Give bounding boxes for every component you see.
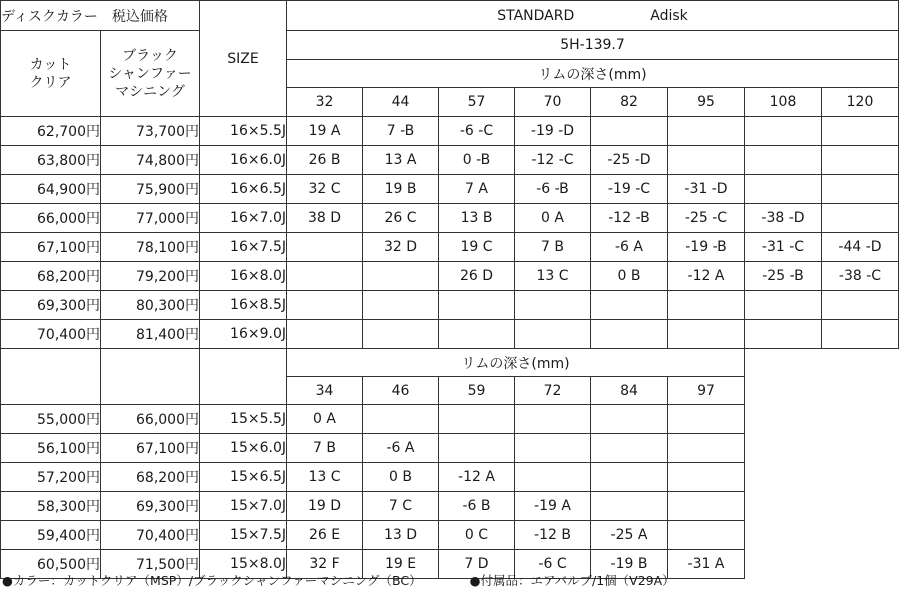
- cut-clear-price: 63,800円: [1, 146, 101, 175]
- black-shine-price: 68,200円: [101, 463, 200, 492]
- offset-disk-cell: 7 C: [363, 492, 439, 521]
- offset-disk-cell: 32 C: [287, 175, 363, 204]
- offset-disk-cell: [515, 291, 591, 320]
- wheel-size: 16×9.0J: [200, 320, 287, 349]
- offset-disk-cell: -31 A: [668, 550, 745, 579]
- wheel-size: 15×5.5J: [200, 405, 287, 434]
- wheel-size: 15×7.5J: [200, 521, 287, 550]
- offset-disk-cell: 13 C: [287, 463, 363, 492]
- offset-disk-cell: 26 B: [287, 146, 363, 175]
- offset-disk-cell: 19 A: [287, 117, 363, 146]
- offset-disk-cell: 0 B: [363, 463, 439, 492]
- cut-clear-price: 58,300円: [1, 492, 101, 521]
- rim-depth-header-15: リムの深さ(mm): [287, 349, 745, 377]
- table-row: [1, 262, 899, 291]
- offset-disk-cell: [822, 291, 899, 320]
- offset-disk-cell: -25 -D: [591, 146, 668, 175]
- rim-depth-value: 46: [363, 377, 439, 405]
- offset-disk-cell: 32 F: [287, 550, 363, 579]
- black-shine-price: 71,500円: [101, 550, 200, 579]
- blank-cell: [101, 349, 200, 405]
- footnote-color: ●カラー：カットクリア（MSP）/ブラックシャンファーマシニング（BC）: [2, 573, 422, 588]
- offset-disk-cell: -12 A: [668, 262, 745, 291]
- offset-disk-cell: 19 C: [439, 233, 515, 262]
- rim-depth-value: 59: [439, 377, 515, 405]
- black-shine-price: 74,800円: [101, 146, 200, 175]
- offset-disk-cell: -31 -C: [745, 233, 822, 262]
- offset-disk-cell: 0 A: [287, 405, 363, 434]
- offset-disk-cell: [745, 146, 822, 175]
- rim-depth-value: 84: [591, 377, 668, 405]
- offset-disk-cell: -38 -D: [745, 204, 822, 233]
- rim-depth-value: 32: [287, 88, 363, 117]
- offset-disk-cell: 26 D: [439, 262, 515, 291]
- offset-disk-cell: [515, 320, 591, 349]
- offset-disk-cell: [668, 117, 745, 146]
- cut-clear-price: 56,100円: [1, 434, 101, 463]
- table-row: [1, 117, 899, 146]
- cut-clear-price: 60,500円: [1, 550, 101, 579]
- wheel-size: 15×7.0J: [200, 492, 287, 521]
- offset-disk-cell: -19 -C: [591, 175, 668, 204]
- offset-disk-cell: 13 D: [363, 521, 439, 550]
- wheel-size: 16×8.5J: [200, 291, 287, 320]
- offset-disk-cell: -12 B: [515, 521, 591, 550]
- wheel-size: 16×6.5J: [200, 175, 287, 204]
- offset-disk-cell: -6 C: [515, 550, 591, 579]
- table-row: [1, 204, 899, 233]
- offset-disk-cell: [745, 320, 822, 349]
- offset-disk-cell: [439, 320, 515, 349]
- offset-disk-cell: 0 B: [591, 262, 668, 291]
- table-row: [1, 146, 899, 175]
- offset-disk-cell: -6 -C: [439, 117, 515, 146]
- footnote-accessory: ●付属品：エアバルブ/1個（V29A）: [469, 573, 675, 588]
- rim-depth-value: 70: [515, 88, 591, 117]
- black-shine-price: 78,100円: [101, 233, 200, 262]
- offset-disk-cell: [439, 434, 515, 463]
- black-shine-price: 80,300円: [101, 291, 200, 320]
- table-row: [1, 291, 899, 320]
- offset-disk-cell: [363, 405, 439, 434]
- rim-depth-value: 57: [439, 88, 515, 117]
- rim-depth-value: 95: [668, 88, 745, 117]
- black-shine-price: 70,400円: [101, 521, 200, 550]
- standard-label: STANDARD: [497, 7, 575, 24]
- cut-clear-price: 64,900円: [1, 175, 101, 204]
- offset-disk-cell: 38 D: [287, 204, 363, 233]
- black-shine-header: ブラック シャンファー マシニング: [101, 31, 200, 117]
- disk-color-price-header: ディスクカラー 税込価格: [1, 1, 200, 31]
- offset-disk-cell: [591, 117, 668, 146]
- offset-disk-cell: [668, 146, 745, 175]
- adisk-label: Adisk: [650, 7, 688, 24]
- offset-disk-cell: [822, 204, 899, 233]
- cut-clear-price: 55,000円: [1, 405, 101, 434]
- black-shine-price: 69,300円: [101, 492, 200, 521]
- offset-disk-cell: 26 C: [363, 204, 439, 233]
- offset-disk-cell: -31 -D: [668, 175, 745, 204]
- offset-disk-cell: -6 B: [439, 492, 515, 521]
- offset-disk-cell: 19 E: [363, 550, 439, 579]
- offset-disk-cell: [668, 463, 745, 492]
- offset-disk-cell: [363, 291, 439, 320]
- offset-disk-cell: -19 -B: [668, 233, 745, 262]
- offset-disk-cell: [363, 262, 439, 291]
- standard-adisk-header: [287, 1, 899, 31]
- offset-disk-cell: 26 E: [287, 521, 363, 550]
- rim-depth-value: 34: [287, 377, 363, 405]
- offset-disk-cell: -12 A: [439, 463, 515, 492]
- rim-depth-value: 44: [363, 88, 439, 117]
- black-shine-price: 73,700円: [101, 117, 200, 146]
- offset-disk-cell: 7 A: [439, 175, 515, 204]
- offset-disk-cell: -25 -B: [745, 262, 822, 291]
- cut-clear-header: カット クリア: [1, 31, 101, 117]
- offset-disk-cell: 7 -B: [363, 117, 439, 146]
- rim-depth-value: 82: [591, 88, 668, 117]
- table-row: [1, 320, 899, 349]
- offset-disk-cell: 19 D: [287, 492, 363, 521]
- offset-disk-cell: [591, 291, 668, 320]
- cut-clear-price: 70,400円: [1, 320, 101, 349]
- offset-disk-cell: -25 A: [591, 521, 668, 550]
- offset-disk-cell: [745, 175, 822, 204]
- offset-disk-cell: [591, 463, 668, 492]
- offset-disk-cell: [745, 291, 822, 320]
- offset-disk-cell: [363, 320, 439, 349]
- offset-disk-cell: [591, 492, 668, 521]
- black-shine-price: 79,200円: [101, 262, 200, 291]
- offset-disk-cell: [515, 405, 591, 434]
- offset-disk-cell: [591, 320, 668, 349]
- offset-disk-cell: [668, 291, 745, 320]
- offset-disk-cell: [515, 463, 591, 492]
- wheel-size: 15×8.0J: [200, 550, 287, 579]
- rim-depth-value: 72: [515, 377, 591, 405]
- offset-disk-cell: [591, 434, 668, 463]
- cut-clear-price: 57,200円: [1, 463, 101, 492]
- offset-disk-cell: -19 B: [591, 550, 668, 579]
- offset-disk-cell: [515, 434, 591, 463]
- wheel-size: 16×7.5J: [200, 233, 287, 262]
- cut-clear-price: 66,000円: [1, 204, 101, 233]
- offset-disk-cell: 7 B: [287, 434, 363, 463]
- offset-disk-cell: 0 -B: [439, 146, 515, 175]
- offset-disk-cell: -19 A: [515, 492, 591, 521]
- offset-disk-cell: 13 B: [439, 204, 515, 233]
- wheel-size: 16×7.0J: [200, 204, 287, 233]
- cut-clear-price: 69,300円: [1, 291, 101, 320]
- offset-disk-cell: -44 -D: [822, 233, 899, 262]
- offset-disk-cell: [287, 320, 363, 349]
- rim-depth-value: 108: [745, 88, 822, 117]
- size-header: SIZE: [200, 1, 287, 117]
- offset-disk-cell: [668, 434, 745, 463]
- black-shine-price: 77,000円: [101, 204, 200, 233]
- offset-disk-cell: -12 -C: [515, 146, 591, 175]
- offset-disk-cell: -19 -D: [515, 117, 591, 146]
- offset-disk-cell: [287, 291, 363, 320]
- cut-clear-price: 67,100円: [1, 233, 101, 262]
- offset-disk-cell: [822, 117, 899, 146]
- offset-disk-cell: [668, 320, 745, 349]
- offset-disk-cell: [822, 175, 899, 204]
- offset-disk-cell: 7 B: [515, 233, 591, 262]
- offset-disk-cell: -6 -B: [515, 175, 591, 204]
- footnote: [2, 571, 719, 589]
- offset-disk-cell: -38 -C: [822, 262, 899, 291]
- offset-disk-cell: [668, 492, 745, 521]
- offset-disk-cell: -6 A: [363, 434, 439, 463]
- offset-disk-cell: 7 D: [439, 550, 515, 579]
- offset-disk-cell: 13 A: [363, 146, 439, 175]
- offset-disk-cell: [668, 521, 745, 550]
- cut-clear-price: 59,400円: [1, 521, 101, 550]
- offset-disk-cell: [822, 146, 899, 175]
- offset-disk-cell: 32 D: [363, 233, 439, 262]
- blank-cell: [200, 349, 287, 405]
- black-shine-price: 66,000円: [101, 405, 200, 434]
- wheel-size: 16×5.5J: [200, 117, 287, 146]
- rim-depth-header: リムの深さ(mm): [287, 60, 899, 88]
- offset-disk-cell: [439, 405, 515, 434]
- offset-disk-cell: [591, 405, 668, 434]
- offset-disk-cell: [745, 117, 822, 146]
- offset-disk-cell: [287, 262, 363, 291]
- pcd-header: 5H-139.7: [287, 31, 899, 60]
- black-shine-price: 67,100円: [101, 434, 200, 463]
- table-row: [1, 175, 899, 204]
- offset-disk-cell: -25 -C: [668, 204, 745, 233]
- offset-disk-cell: 19 B: [363, 175, 439, 204]
- offset-disk-cell: 13 C: [515, 262, 591, 291]
- offset-disk-cell: [668, 405, 745, 434]
- offset-disk-cell: [439, 291, 515, 320]
- empty-area: [745, 349, 899, 579]
- offset-disk-cell: -12 -B: [591, 204, 668, 233]
- black-shine-price: 75,900円: [101, 175, 200, 204]
- offset-disk-cell: [822, 320, 899, 349]
- offset-disk-cell: [287, 233, 363, 262]
- black-shine-price: 81,400円: [101, 320, 200, 349]
- cut-clear-price: 68,200円: [1, 262, 101, 291]
- rim-depth-value: 97: [668, 377, 745, 405]
- table-row: [1, 233, 899, 262]
- wheel-size: 16×8.0J: [200, 262, 287, 291]
- rim-depth-value: 120: [822, 88, 899, 117]
- wheel-size: 16×6.0J: [200, 146, 287, 175]
- cut-clear-price: 62,700円: [1, 117, 101, 146]
- wheel-size: 15×6.5J: [200, 463, 287, 492]
- offset-disk-cell: -6 A: [591, 233, 668, 262]
- offset-disk-cell: 0 C: [439, 521, 515, 550]
- blank-cell: [1, 349, 101, 405]
- offset-disk-cell: 0 A: [515, 204, 591, 233]
- wheel-size: 15×6.0J: [200, 434, 287, 463]
